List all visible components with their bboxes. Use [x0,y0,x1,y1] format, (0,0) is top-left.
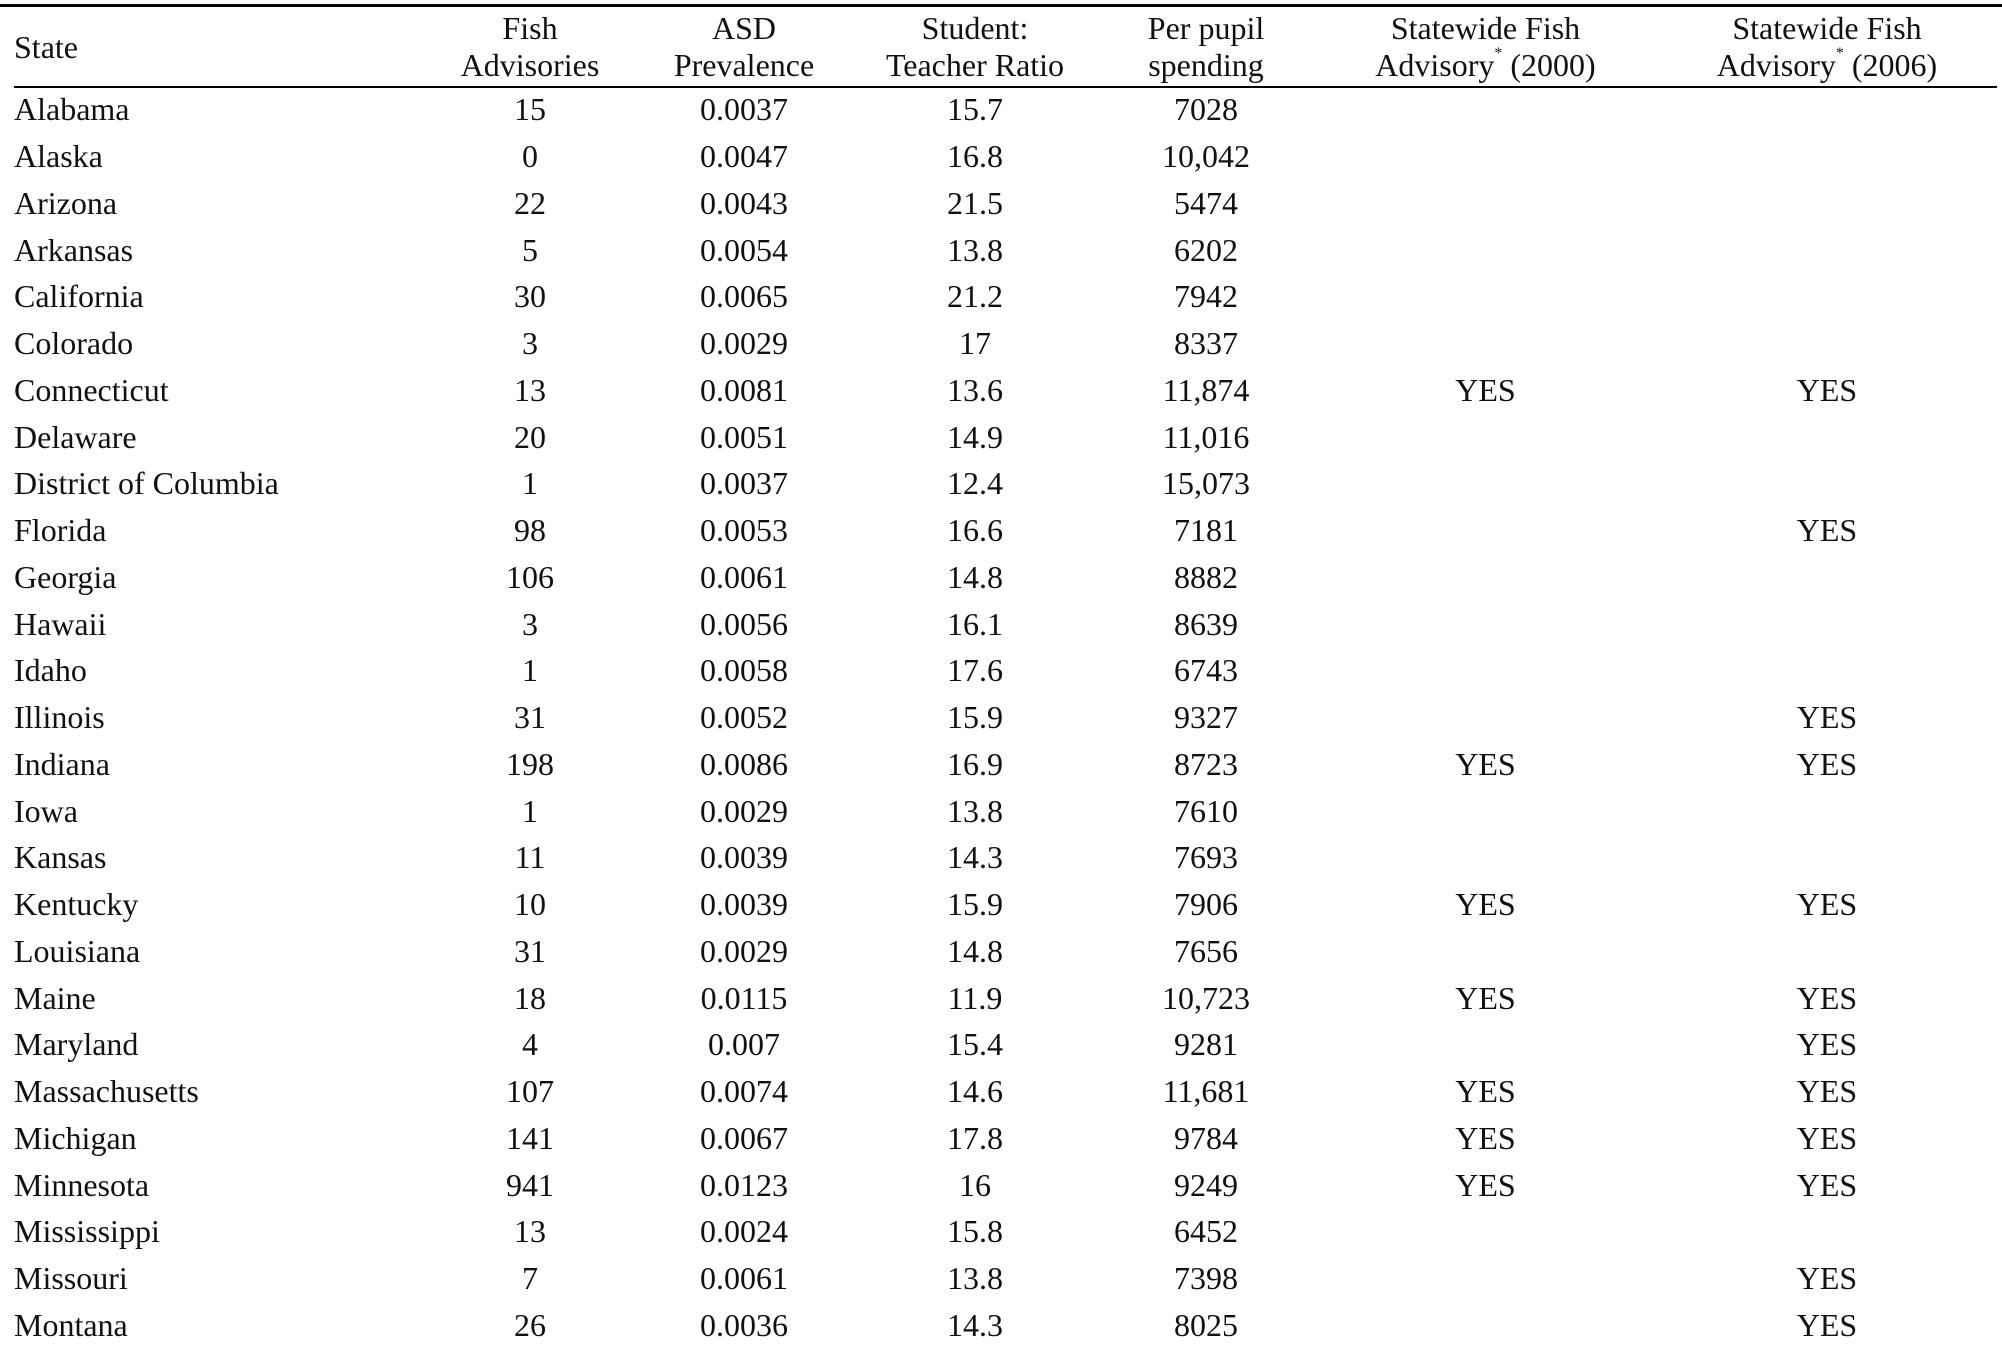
cell-state: Kentucky [14,881,424,928]
cell-per-pupil-spending: 7693 [1098,834,1314,881]
cell-state: Alabama [14,86,424,133]
cell-statewide-advisory-2006 [1657,647,1997,694]
cell-statewide-advisory-2006: YES [1657,1068,1997,1115]
cell-statewide-advisory-2006: YES [1657,367,1997,414]
header-asd-prevalence: ASD Prevalence [636,8,852,86]
cell-statewide-advisory-2000 [1314,320,1657,367]
cell-asd-prevalence: 0.0047 [636,133,852,180]
cell-per-pupil-spending: 10,723 [1098,974,1314,1021]
cell-statewide-advisory-2000: YES [1314,367,1657,414]
cell-asd-prevalence: 0.0029 [636,928,852,975]
cell-statewide-advisory-2000: YES [1314,1161,1657,1208]
cell-statewide-advisory-2000 [1314,787,1657,834]
cell-per-pupil-spending: 9281 [1098,1021,1314,1068]
cell-fish-advisories: 106 [424,554,636,601]
cell-statewide-advisory-2000: YES [1314,974,1657,1021]
cell-student-teacher-ratio: 16 [852,1161,1098,1208]
cell-state: Alaska [14,133,424,180]
table-header [14,8,1997,86]
table-row [14,1255,1997,1302]
cell-student-teacher-ratio: 14.9 [852,413,1098,460]
table-row [14,974,1997,1021]
cell-per-pupil-spending: 6452 [1098,1208,1314,1255]
cell-asd-prevalence: 0.0074 [636,1068,852,1115]
cell-state: Kansas [14,834,424,881]
cell-state: Arkansas [14,226,424,273]
cell-asd-prevalence: 0.0061 [636,1255,852,1302]
header-state: State [14,8,424,86]
cell-student-teacher-ratio: 17.8 [852,1115,1098,1162]
table-row [14,507,1997,554]
cell-statewide-advisory-2000 [1314,507,1657,554]
cell-fish-advisories: 30 [424,273,636,320]
cell-statewide-advisory-2006: YES [1657,1255,1997,1302]
cell-asd-prevalence: 0.0053 [636,507,852,554]
cell-fish-advisories: 13 [424,1208,636,1255]
cell-statewide-advisory-2006: YES [1657,1161,1997,1208]
cell-per-pupil-spending: 11,874 [1098,367,1314,414]
cell-statewide-advisory-2000 [1314,928,1657,975]
cell-student-teacher-ratio: 14.6 [852,1068,1098,1115]
table-top-rule [0,4,2002,7]
cell-statewide-advisory-2000 [1314,694,1657,741]
table-row [14,1021,1997,1068]
cell-asd-prevalence: 0.0052 [636,694,852,741]
cell-statewide-advisory-2000: YES [1314,1068,1657,1115]
cell-fish-advisories: 15 [424,86,636,133]
cell-student-teacher-ratio: 12.4 [852,460,1098,507]
cell-asd-prevalence: 0.0029 [636,320,852,367]
cell-statewide-advisory-2000 [1314,413,1657,460]
cell-student-teacher-ratio: 16.1 [852,600,1098,647]
table-row [14,320,1997,367]
cell-student-teacher-ratio: 15.9 [852,881,1098,928]
cell-fish-advisories: 10 [424,881,636,928]
cell-per-pupil-spending: 6743 [1098,647,1314,694]
cell-fish-advisories: 107 [424,1068,636,1115]
cell-statewide-advisory-2006: YES [1657,507,1997,554]
cell-per-pupil-spending: 9327 [1098,694,1314,741]
cell-statewide-advisory-2006 [1657,226,1997,273]
table-row [14,1161,1997,1208]
table-row [14,741,1997,788]
table-row [14,86,1997,133]
cell-per-pupil-spending: 7656 [1098,928,1314,975]
cell-statewide-advisory-2006 [1657,928,1997,975]
table-row [14,413,1997,460]
table-row [14,647,1997,694]
cell-per-pupil-spending: 8025 [1098,1302,1314,1348]
cell-statewide-advisory-2000 [1314,273,1657,320]
cell-fish-advisories: 20 [424,413,636,460]
cell-per-pupil-spending: 9249 [1098,1161,1314,1208]
cell-per-pupil-spending: 7906 [1098,881,1314,928]
cell-fish-advisories: 3 [424,600,636,647]
cell-statewide-advisory-2006 [1657,413,1997,460]
cell-student-teacher-ratio: 15.7 [852,86,1098,133]
header-fish-advisories: Fish Advisories [424,8,636,86]
table-row [14,881,1997,928]
cell-statewide-advisory-2000 [1314,600,1657,647]
cell-student-teacher-ratio: 15.8 [852,1208,1098,1255]
cell-state: Idaho [14,647,424,694]
cell-statewide-advisory-2006: YES [1657,1021,1997,1068]
cell-fish-advisories: 0 [424,133,636,180]
cell-statewide-advisory-2000 [1314,133,1657,180]
table-body [14,86,1997,1348]
cell-statewide-advisory-2006 [1657,787,1997,834]
cell-asd-prevalence: 0.0056 [636,600,852,647]
cell-statewide-advisory-2000 [1314,460,1657,507]
cell-statewide-advisory-2000 [1314,180,1657,227]
cell-asd-prevalence: 0.007 [636,1021,852,1068]
cell-asd-prevalence: 0.0086 [636,741,852,788]
cell-fish-advisories: 4 [424,1021,636,1068]
cell-statewide-advisory-2006 [1657,320,1997,367]
cell-statewide-advisory-2000 [1314,1021,1657,1068]
cell-statewide-advisory-2000: YES [1314,881,1657,928]
cell-asd-prevalence: 0.0039 [636,881,852,928]
cell-per-pupil-spending: 7942 [1098,273,1314,320]
cell-per-pupil-spending: 7610 [1098,787,1314,834]
cell-asd-prevalence: 0.0029 [636,787,852,834]
cell-asd-prevalence: 0.0061 [636,554,852,601]
cell-statewide-advisory-2006 [1657,834,1997,881]
cell-state: Louisiana [14,928,424,975]
cell-statewide-advisory-2006 [1657,273,1997,320]
header-statewide-advisory-2006: Statewide Fish Advisory* (2006) [1657,8,1997,86]
table-row [14,273,1997,320]
table-row [14,600,1997,647]
cell-state: California [14,273,424,320]
table-row [14,1115,1997,1162]
cell-state: Illinois [14,694,424,741]
cell-student-teacher-ratio: 11.9 [852,974,1098,1021]
cell-student-teacher-ratio: 13.6 [852,367,1098,414]
cell-student-teacher-ratio: 13.8 [852,1255,1098,1302]
cell-state: Arizona [14,180,424,227]
table-row [14,1208,1997,1255]
cell-state: Iowa [14,787,424,834]
asterisk-footnote-mark: * [1494,45,1502,62]
cell-state: Delaware [14,413,424,460]
cell-asd-prevalence: 0.0054 [636,226,852,273]
table-row [14,133,1997,180]
cell-per-pupil-spending: 8337 [1098,320,1314,367]
cell-statewide-advisory-2000 [1314,226,1657,273]
cell-student-teacher-ratio: 14.3 [852,834,1098,881]
cell-student-teacher-ratio: 21.5 [852,180,1098,227]
cell-asd-prevalence: 0.0024 [636,1208,852,1255]
cell-state: Mississippi [14,1208,424,1255]
cell-state: Michigan [14,1115,424,1162]
cell-fish-advisories: 98 [424,507,636,554]
cell-statewide-advisory-2006 [1657,460,1997,507]
cell-student-teacher-ratio: 16.9 [852,741,1098,788]
state-data-table [14,8,1997,1348]
cell-fish-advisories: 5 [424,226,636,273]
cell-student-teacher-ratio: 13.8 [852,787,1098,834]
cell-per-pupil-spending: 11,016 [1098,413,1314,460]
cell-state: Georgia [14,554,424,601]
cell-statewide-advisory-2000 [1314,834,1657,881]
cell-fish-advisories: 198 [424,741,636,788]
cell-asd-prevalence: 0.0067 [636,1115,852,1162]
cell-statewide-advisory-2006: YES [1657,1302,1997,1348]
cell-fish-advisories: 22 [424,180,636,227]
cell-state: Florida [14,507,424,554]
cell-student-teacher-ratio: 16.8 [852,133,1098,180]
cell-statewide-advisory-2000 [1314,86,1657,133]
cell-per-pupil-spending: 7398 [1098,1255,1314,1302]
cell-statewide-advisory-2006 [1657,86,1997,133]
cell-statewide-advisory-2006: YES [1657,741,1997,788]
cell-statewide-advisory-2000 [1314,647,1657,694]
cell-fish-advisories: 31 [424,928,636,975]
cell-statewide-advisory-2006 [1657,554,1997,601]
cell-state: Missouri [14,1255,424,1302]
cell-asd-prevalence: 0.0051 [636,413,852,460]
table-row [14,787,1997,834]
cell-statewide-advisory-2000 [1314,1255,1657,1302]
cell-per-pupil-spending: 7028 [1098,86,1314,133]
cell-statewide-advisory-2006 [1657,1208,1997,1255]
cell-per-pupil-spending: 15,073 [1098,460,1314,507]
cell-asd-prevalence: 0.0043 [636,180,852,227]
cell-student-teacher-ratio: 17 [852,320,1098,367]
cell-statewide-advisory-2006 [1657,133,1997,180]
cell-per-pupil-spending: 8639 [1098,600,1314,647]
table-row [14,554,1997,601]
table-row [14,834,1997,881]
cell-fish-advisories: 7 [424,1255,636,1302]
cell-asd-prevalence: 0.0123 [636,1161,852,1208]
cell-statewide-advisory-2000 [1314,554,1657,601]
cell-state: Connecticut [14,367,424,414]
cell-per-pupil-spending: 8723 [1098,741,1314,788]
table-row [14,1068,1997,1115]
cell-asd-prevalence: 0.0065 [636,273,852,320]
table-row [14,1302,1997,1348]
header-per-pupil-spending: Per pupil spending [1098,8,1314,86]
cell-fish-advisories: 3 [424,320,636,367]
cell-student-teacher-ratio: 15.4 [852,1021,1098,1068]
header-statewide-advisory-2000: Statewide Fish Advisory* (2000) [1314,8,1657,86]
cell-fish-advisories: 31 [424,694,636,741]
cell-statewide-advisory-2000: YES [1314,741,1657,788]
table-row [14,928,1997,975]
cell-fish-advisories: 11 [424,834,636,881]
cell-fish-advisories: 13 [424,367,636,414]
cell-state: Massachusetts [14,1068,424,1115]
cell-state: Maryland [14,1021,424,1068]
cell-fish-advisories: 941 [424,1161,636,1208]
cell-fish-advisories: 141 [424,1115,636,1162]
cell-per-pupil-spending: 9784 [1098,1115,1314,1162]
header-row [14,8,1997,86]
cell-student-teacher-ratio: 14.8 [852,928,1098,975]
cell-asd-prevalence: 0.0058 [636,647,852,694]
cell-state: Hawaii [14,600,424,647]
cell-student-teacher-ratio: 15.9 [852,694,1098,741]
cell-state: Indiana [14,741,424,788]
cell-asd-prevalence: 0.0037 [636,86,852,133]
cell-per-pupil-spending: 6202 [1098,226,1314,273]
cell-student-teacher-ratio: 14.3 [852,1302,1098,1348]
cell-fish-advisories: 18 [424,974,636,1021]
cell-statewide-advisory-2000: YES [1314,1115,1657,1162]
cell-statewide-advisory-2006: YES [1657,974,1997,1021]
cell-asd-prevalence: 0.0115 [636,974,852,1021]
cell-statewide-advisory-2000 [1314,1302,1657,1348]
cell-per-pupil-spending: 11,681 [1098,1068,1314,1115]
cell-statewide-advisory-2006: YES [1657,1115,1997,1162]
cell-statewide-advisory-2006: YES [1657,694,1997,741]
cell-asd-prevalence: 0.0081 [636,367,852,414]
cell-per-pupil-spending: 7181 [1098,507,1314,554]
cell-per-pupil-spending: 5474 [1098,180,1314,227]
table-row [14,226,1997,273]
cell-state: District of Columbia [14,460,424,507]
cell-state: Colorado [14,320,424,367]
cell-fish-advisories: 1 [424,460,636,507]
cell-student-teacher-ratio: 14.8 [852,554,1098,601]
cell-state: Montana [14,1302,424,1348]
cell-per-pupil-spending: 8882 [1098,554,1314,601]
cell-fish-advisories: 1 [424,647,636,694]
cell-asd-prevalence: 0.0036 [636,1302,852,1348]
cell-fish-advisories: 26 [424,1302,636,1348]
cell-statewide-advisory-2006 [1657,600,1997,647]
cell-state: Minnesota [14,1161,424,1208]
cell-statewide-advisory-2000 [1314,1208,1657,1255]
cell-statewide-advisory-2006 [1657,180,1997,227]
cell-asd-prevalence: 0.0037 [636,460,852,507]
header-student-teacher-ratio: Student: Teacher Ratio [852,8,1098,86]
table-row [14,367,1997,414]
table-row [14,460,1997,507]
table-row [14,694,1997,741]
cell-student-teacher-ratio: 16.6 [852,507,1098,554]
cell-per-pupil-spending: 10,042 [1098,133,1314,180]
asterisk-footnote-mark: * [1836,45,1844,62]
table-row [14,180,1997,227]
cell-student-teacher-ratio: 13.8 [852,226,1098,273]
cell-asd-prevalence: 0.0039 [636,834,852,881]
cell-student-teacher-ratio: 21.2 [852,273,1098,320]
cell-state: Maine [14,974,424,1021]
cell-statewide-advisory-2006: YES [1657,881,1997,928]
cell-student-teacher-ratio: 17.6 [852,647,1098,694]
cell-fish-advisories: 1 [424,787,636,834]
